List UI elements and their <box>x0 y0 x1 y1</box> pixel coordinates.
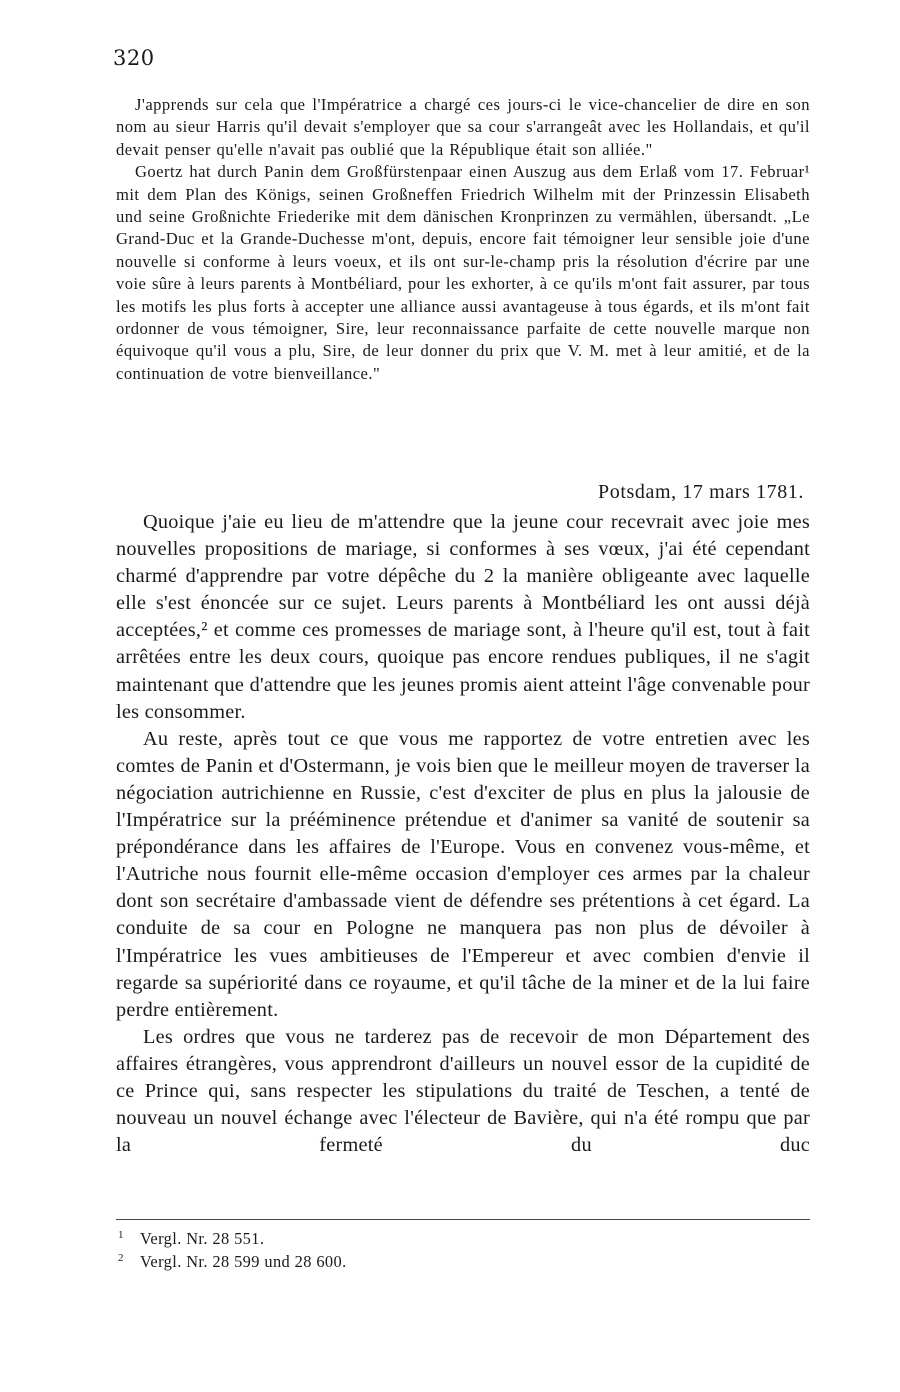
page-number: 320 <box>113 46 155 70</box>
letter-paragraph: Les ordres que vous ne tarderez pas de recevoir de mon Département des affaires étrangères, vous apprendront d'ailleurs un nouvel essor de la cupidité de ce Prince qui, sans respecter les stipulations du traité de Teschen, a tenté de nouveau un nouvel échange avec l'électeur de Bavière, qui n'a été rompu que par la fermeté du duc <box>116 1025 810 1157</box>
footnotes <box>118 1227 347 1273</box>
letter-paragraph: Au reste, après tout ce que vous me rapportez de votre entretien avec les comtes de Panin et d'Ostermann, je vois bien que le meilleur moyen de traverser la négociation autrichienne en Russie, c'est d'exciter de plus en plus la jalousie de l'Impératrice sur la prééminence prétendue et d'animer sa vanité de soutenir sa prépondérance dans les affaires de l'Europe. Vous en convenez vous-même, et l'Autriche nous fournit elle-même occasion d'employer ces armes par la chaleur dont son secrétaire d'ambassade vient de défendre ses prétentions à cet égard. La conduite de sa cour en Pologne ne manquera pas non plus de dévoiler à l'Impératrice les vues ambitieuses de l'Empereur et avec combien d'envie il regarde sa supériorité dans ce royaume, et qu'il tâche de la miner et de la lui faire perdre entièrement. <box>116 727 810 1021</box>
footnote-divider <box>116 1219 810 1220</box>
footnote <box>118 1250 347 1273</box>
letter-paragraph: Quoique j'aie eu lieu de m'attendre que la jeune cour recevrait avec joie mes nouvelles propositions de mariage, si conformes à ses vœux, j'ai été cependant charmé d'apprendre par votre dépêche du 2 la manière obligeante avec laquelle elle s'est énoncée sur ce sujet. Leurs parents à Montbéliard les ont aussi déjà acceptées,² et comme ces promesses de mariage sont, à l'heure qu'il est, tout à fait arrêtées entre les deux cours, quoique pas encore rendues publiques, il ne s'agit maintenant que d'attendre que les jeunes promis aient atteint l'âge convenable pour les consommer. <box>116 511 810 723</box>
footnote-mark: 1 <box>118 1229 124 1241</box>
footnote <box>118 1227 347 1250</box>
letter-body <box>116 509 810 1159</box>
excerpt-paragraph: Goertz hat durch Panin dem Großfürstenpaar einen Auszug aus dem Erlaß vom 17. Februar¹ mit dem Plan des Königs, seinen Großneffen Friedrich Wilhelm mit der Prinzessin Elisabeth und seine Großnichte Friederike mit dem dänischen Kronprinzen zu vermählen, übersandt. „Le Grand-Duc et la Grande-Duchesse m'ont, depuis, encore fait témoigner leur sensible joie d'une nouvelle si conforme à leurs voeux, et ils ont sur-le-champ pris la résolution d'écrire par une voie sûre à leurs parents à Montbéliard, pour les exhorter, à ce qu'ils m'ont fait assurer, par tous les motifs les plus forts à accepter une alliance aussi avantageuse à tous égards, et ils m'ont fait ordonner de vous témoigner, Sire, leur reconnaissance parfaite de cette nouvelle marque non équivoque qu'il vous a plu, Sire, de leur donner du prix que V. M. met à leur amitié, et de la continuation de votre bienveillance." <box>116 162 810 383</box>
footnote-mark: 2 <box>118 1252 124 1264</box>
footnote-text: Vergl. Nr. 28 551. <box>140 1229 265 1248</box>
letter-dateline: Potsdam, 17 mars 1781. <box>598 481 804 503</box>
quoted-excerpt <box>116 94 810 385</box>
excerpt-paragraph: J'apprends sur cela que l'Impératrice a chargé ces jours-ci le vice-chancelier de dire en son nom au sieur Harris qu'il devait s'employer que sa cour s'arrangeât avec les Hollandais, et qu'il devait penser qu'elle n'avait pas oublié que la République était son alliée." <box>116 95 810 159</box>
footnote-text: Vergl. Nr. 28 599 und 28 600. <box>140 1252 347 1271</box>
